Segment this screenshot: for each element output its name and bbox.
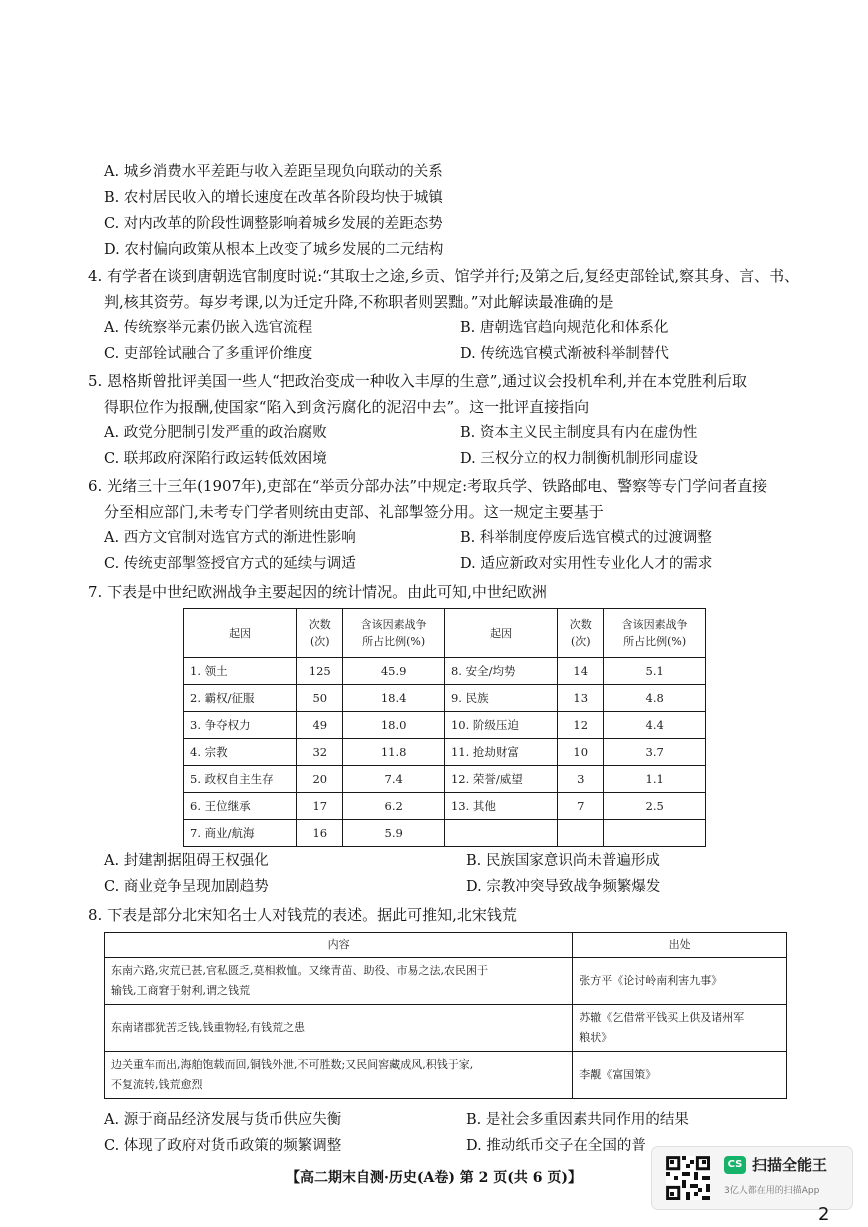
cell-cause: 4. 宗教 — [184, 739, 297, 766]
cell-ratio: 5.1 — [604, 658, 706, 685]
table-row — [184, 793, 706, 820]
cell-content: 东南六路,灾荒已甚,官私匮乏,莫相救恤。又缘青苗、助役、市易之法,农民困于 输钱,工商窘于射利,谓之钱荒 — [105, 958, 573, 1005]
cell-cause: 13. 其他 — [444, 793, 557, 820]
cell-ratio: 4.8 — [604, 685, 706, 712]
cell-cause: 10. 阶级压迫 — [444, 712, 557, 739]
q3-option-a: A. 城乡消费水平差距与收入差距呈现负向联动的关系 — [104, 164, 443, 180]
cell-count: 17 — [297, 793, 343, 820]
table-row — [105, 1052, 787, 1099]
q5-option-d: D. 三权分立的权力制衡机制形同虚设 — [460, 451, 698, 467]
q5-stem-line2: 得职位作为报酬,使国家“陷入到贪污腐化的泥沼中去”。这一批评直接指向 — [104, 398, 590, 416]
cell-content: 边关重车而出,海舶饱载而回,铜钱外泄,不可胜数;又民间窖藏成风,积钱于家, 不复流转,钱荒愈烈 — [105, 1052, 573, 1099]
q6-option-d: D. 适应新政对实用性专业化人才的需求 — [460, 556, 713, 572]
q6-option-a: A. 西方文官制对选官方式的渐进性影响 — [104, 530, 356, 546]
q5-option-a: A. 政党分肥制引发严重的政治腐败 — [104, 425, 327, 441]
cell-ratio: 18.4 — [343, 685, 445, 712]
header-ratio: 含该因素战争 所占比例(%) — [604, 609, 706, 658]
q4-stem-line2: 判,核其资劳。每岁考课,以为迁定升降,不称职者则罢黜。”对此解读最准确的是 — [104, 293, 614, 311]
cell-count: 32 — [297, 739, 343, 766]
cell-count: 3 — [558, 766, 604, 793]
cell-cause: 8. 安全/均势 — [444, 658, 557, 685]
q5-stem-line1: 5. 恩格斯曾批评美国一些人“把政治变成一种收入丰厚的生意”,通过议会投机牟利,并在本党胜利后取 — [88, 372, 747, 390]
cell-cause: 5. 政权自主生存 — [184, 766, 297, 793]
table-row — [184, 712, 706, 739]
q6-stem-line1: 6. 光绪三十三年(1907年),吏部在“举贡分部办法”中规定:考取兵学、铁路邮电、警察等专门学问者直接 — [88, 477, 768, 495]
cell-content: 东南诸郡犹苦乏钱,钱重物轻,有钱荒之患 — [105, 1005, 573, 1052]
q3-option-c: C. 对内改革的阶段性调整影响着城乡发展的差距态势 — [104, 216, 443, 232]
scanner-brand-name: 扫描全能王 — [752, 1156, 828, 1174]
page-footer: 【高二期末自测·历史(A卷) 第 2 页(共 6 页)】 — [285, 1170, 583, 1186]
cell-cause — [444, 820, 557, 847]
table-row — [184, 685, 706, 712]
header-count: 次数 (次) — [297, 609, 343, 658]
table-header-row — [105, 933, 787, 958]
page-marker: 2 — [818, 1204, 830, 1225]
q8-option-c: C. 体现了政府对货币政策的频繁调整 — [104, 1138, 342, 1154]
table-row — [184, 739, 706, 766]
cell-cause: 12. 荣誉/威望 — [444, 766, 557, 793]
cell-ratio: 2.5 — [604, 793, 706, 820]
cell-cause: 2. 霸权/征服 — [184, 685, 297, 712]
scanner-tagline: 3亿人都在用的扫描App — [724, 1186, 820, 1196]
table-row — [184, 658, 706, 685]
q7-war-causes-table — [183, 608, 706, 847]
cell-ratio: 11.8 — [343, 739, 445, 766]
cell-count: 12 — [558, 712, 604, 739]
table-row — [105, 1005, 787, 1052]
q8-quotes-table — [104, 932, 787, 1099]
q8-option-a: A. 源于商品经济发展与货币供应失衡 — [104, 1112, 342, 1128]
header-content: 内容 — [105, 933, 573, 958]
cell-cause: 7. 商业/航海 — [184, 820, 297, 847]
scanner-watermark — [652, 1147, 852, 1209]
cell-count: 7 — [558, 793, 604, 820]
cell-count: 14 — [558, 658, 604, 685]
q4-option-c: C. 吏部铨试融合了多重评价维度 — [104, 346, 313, 362]
cell-source: 李觏《富国策》 — [573, 1052, 787, 1099]
q5-option-c: C. 联邦政府深陷行政运转低效困境 — [104, 451, 327, 467]
header-cause: 起因 — [444, 609, 557, 658]
q8-stem: 8. 下表是部分北宋知名士人对钱荒的表述。据此可推知,北宋钱荒 — [88, 906, 517, 924]
cell-count: 20 — [297, 766, 343, 793]
cell-ratio: 4.4 — [604, 712, 706, 739]
cell-ratio: 1.1 — [604, 766, 706, 793]
table-row — [184, 766, 706, 793]
cell-ratio: 5.9 — [343, 820, 445, 847]
header-source: 出处 — [573, 933, 787, 958]
cell-ratio: 7.4 — [343, 766, 445, 793]
cell-count: 49 — [297, 712, 343, 739]
q7-option-a: A. 封建割据阻碍王权强化 — [104, 853, 269, 869]
cell-ratio: 45.9 — [343, 658, 445, 685]
q6-option-b: B. 科举制度停废后选官模式的过渡调整 — [460, 530, 712, 546]
header-count: 次数 (次) — [558, 609, 604, 658]
cell-source: 苏辙《乞借常平钱买上供及诸州军 粮状》 — [573, 1005, 787, 1052]
cell-cause: 3. 争夺权力 — [184, 712, 297, 739]
table-row — [105, 958, 787, 1005]
q5-option-b: B. 资本主义民主制度具有内在虚伪性 — [460, 425, 698, 441]
cell-count: 50 — [297, 685, 343, 712]
cell-count: 13 — [558, 685, 604, 712]
table-row — [184, 820, 706, 847]
q8-option-d: D. 推动纸币交子在全国的普 — [466, 1138, 646, 1154]
cell-cause: 11. 抢劫财富 — [444, 739, 557, 766]
cell-ratio: 18.0 — [343, 712, 445, 739]
q8-option-b: B. 是社会多重因素共同作用的结果 — [466, 1112, 689, 1128]
cell-ratio: 6.2 — [343, 793, 445, 820]
cell-count: 125 — [297, 658, 343, 685]
q6-option-c: C. 传统吏部掣签授官方式的延续与调适 — [104, 556, 356, 572]
cell-cause: 6. 王位继承 — [184, 793, 297, 820]
header-cause: 起因 — [184, 609, 297, 658]
cell-source: 张方平《论讨岭南利害九事》 — [573, 958, 787, 1005]
header-ratio: 含该因素战争 所占比例(%) — [343, 609, 445, 658]
q3-option-b: B. 农村居民收入的增长速度在改革各阶段均快于城镇 — [104, 190, 443, 206]
table-header-row — [184, 609, 706, 658]
q4-option-a: A. 传统察举元素仍嵌入选官流程 — [104, 320, 313, 336]
camscanner-logo-icon: CS — [724, 1156, 746, 1174]
q3-option-d: D. 农村偏向政策从根本上改变了城乡发展的二元结构 — [104, 242, 444, 258]
cell-count: 16 — [297, 820, 343, 847]
q7-option-c: C. 商业竞争呈现加剧趋势 — [104, 879, 269, 895]
q4-option-d: D. 传统选官模式渐被科举制替代 — [460, 346, 669, 362]
cell-ratio: 3.7 — [604, 739, 706, 766]
cell-cause: 1. 领土 — [184, 658, 297, 685]
qr-code-icon — [666, 1156, 710, 1200]
q4-option-b: B. 唐朝选官趋向规范化和体系化 — [460, 320, 669, 336]
cell-count — [558, 820, 604, 847]
q7-stem: 7. 下表是中世纪欧洲战争主要起因的统计情况。由此可知,中世纪欧洲 — [88, 583, 547, 601]
q6-stem-line2: 分至相应部门,未考专门学者则统由吏部、礼部掣签分用。这一规定主要基于 — [104, 503, 604, 521]
q7-option-b: B. 民族国家意识尚未普遍形成 — [466, 853, 660, 869]
cell-cause: 9. 民族 — [444, 685, 557, 712]
q4-stem-line1: 4. 有学者在谈到唐朝选官制度时说:“其取士之途,乡贡、馆学并行;及第之后,复经吏部铨试,察其身、言、书、 — [88, 267, 800, 285]
q7-option-d: D. 宗教冲突导致战争频繁爆发 — [466, 879, 661, 895]
cell-count: 10 — [558, 739, 604, 766]
cell-ratio — [604, 820, 706, 847]
